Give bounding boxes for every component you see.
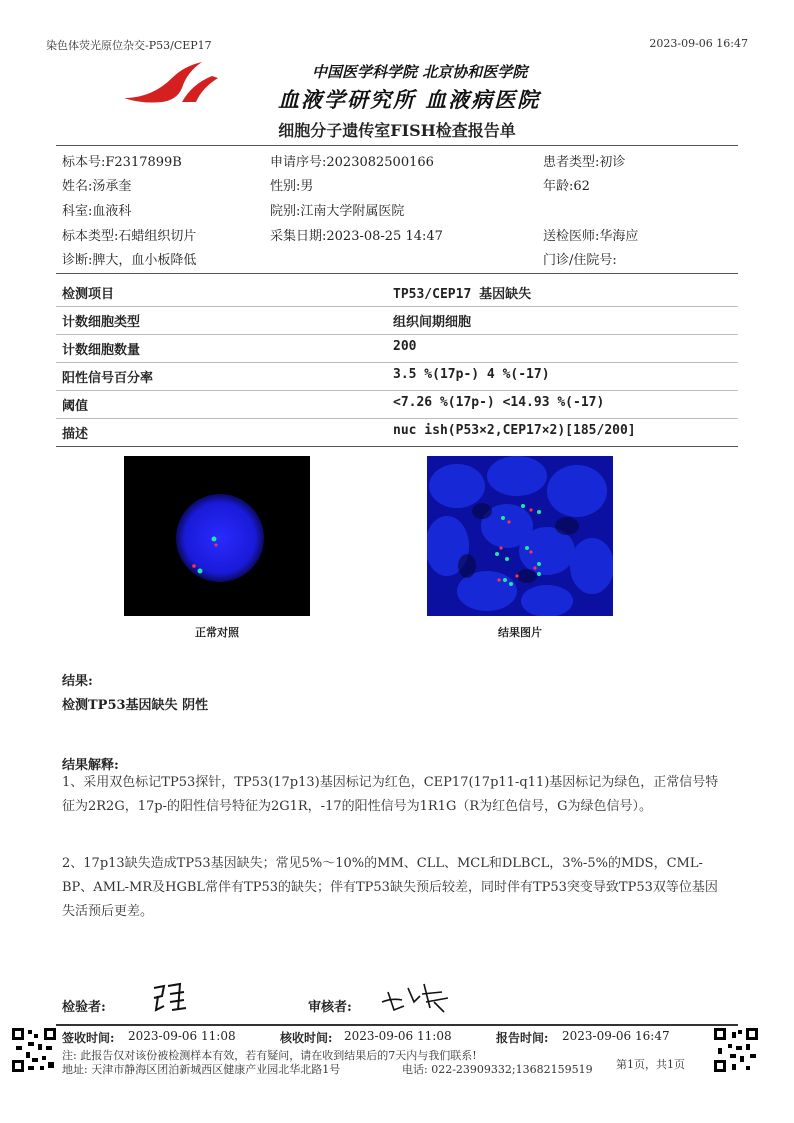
table-row [62, 363, 742, 389]
diagnosis: 诊断:脾大，血小板降低 [62, 253, 197, 268]
patient-age: 年龄:62 [543, 179, 590, 194]
row-key: 描述 [62, 427, 89, 442]
specimen-type: 标本类型:石蜡组织切片 [62, 229, 197, 244]
row-value: 200 [393, 339, 417, 354]
interpretation-p2: 2、17p13缺失造成TP53基因缺失；常见5%～10%的MM、CLL、MCL和DLBCL，3%-5%的MDS，CML-BP、AML-MR及HGBL常伴有TP53的缺失；伴有TP53缺失预后较差，同时伴有TP53突变导致TP53双等位基因失活预后更差。 [62, 856, 718, 919]
row-value: nuc ish(P53×2,CEP17×2)[185/200] [393, 423, 636, 438]
row-value: 组织间期细胞 [393, 315, 472, 330]
title-divider [56, 145, 738, 146]
logo-line2: 血液学研究所 血液病医院 [278, 87, 541, 112]
collect-date: 采集日期:2023-08-25 14:47 [270, 229, 443, 244]
row-value: TP53/CEP17 基因缺失 [393, 287, 532, 302]
qr-code-right-icon [714, 1028, 758, 1072]
conclusion-title: 结果: [62, 674, 93, 689]
footer-divider [56, 1024, 738, 1026]
report-time: 2023-09-06 16:47 [562, 1029, 670, 1043]
logo-mark-icon [122, 58, 222, 104]
reviewer-label: 审核者: [308, 1000, 352, 1015]
print-time: 2023-09-06 16:47 [649, 37, 748, 50]
specimen-no: 标本号:F2317899B [62, 155, 182, 170]
conclusion-text: 检测TP53基因缺失 阴性 [62, 698, 209, 713]
info-divider [56, 273, 738, 274]
clinic-no: 门诊/住院号: [543, 253, 617, 268]
result-image [427, 456, 613, 616]
request-no: 申请序号:2023082500166 [270, 155, 434, 170]
row-key: 计数细胞类型 [62, 315, 141, 330]
patient-type: 患者类型:初诊 [543, 155, 626, 170]
footer-phone: 电话: 022-23909332;13682159519 [402, 1063, 593, 1076]
result-caption: 结果图片 [498, 626, 542, 639]
footer-note: 注: 此报告仅对该份被检测样本有效，若有疑问，请在收到结果后的7天内与我们联系! [62, 1049, 477, 1062]
sign-time: 2023-09-06 11:08 [128, 1029, 236, 1043]
patient-name: 姓名:汤承奎 [62, 179, 132, 194]
table-divider [56, 446, 738, 447]
logo-line1: 中国医学科学院 北京协和医学院 [312, 63, 528, 81]
patient-sex: 性别:男 [270, 179, 314, 194]
check-time-label: 核收时间: [280, 1031, 333, 1045]
row-key: 计数细胞数量 [62, 343, 141, 358]
interpretation-p1: 1、采用双色标记TP53探针，TP53(17p13)基因标记为红色，CEP17(17p11-q11)基因标记为绿色，正常信号特征为2R2G，17p-的阳性信号特征为2G1R，-17的阳性信号为1R1G（R为红色信号，G为绿色信号）。 [62, 775, 719, 814]
row-value: <7.26 %(17p-) <14.93 %(-17) [393, 395, 605, 410]
footer-address: 地址: 天津市静海区团泊新城西区健康产业园北华北路1号 [62, 1063, 341, 1076]
row-key: 阈值 [62, 399, 89, 414]
table-row [62, 335, 742, 361]
page-number: 第1页，共1页 [616, 1058, 685, 1071]
table-row [62, 279, 742, 305]
department: 科室:血液科 [62, 204, 132, 219]
row-key: 检测项目 [62, 287, 115, 302]
table-row [62, 391, 742, 417]
referring-doctor: 送检医师:华海应 [543, 229, 639, 244]
examiner-signature [150, 980, 190, 1016]
report-category: 染色体荧光原位杂交-P53/CEP17 [46, 39, 212, 52]
table-row [62, 419, 742, 445]
check-time: 2023-09-06 11:08 [344, 1029, 452, 1043]
interpretation-title: 结果解释: [62, 758, 119, 773]
qr-code-left-icon [12, 1028, 56, 1072]
table-row [62, 307, 742, 333]
sign-time-label: 签收时间: [62, 1031, 115, 1045]
row-value: 3.5 %(17p-) 4 %(-17) [393, 367, 550, 382]
normal-control-image [124, 456, 310, 616]
reviewer-signature [378, 978, 454, 1016]
normal-caption: 正常对照 [195, 626, 239, 639]
examiner-label: 检验者: [62, 1000, 106, 1015]
report-time-label: 报告时间: [496, 1031, 549, 1045]
row-key: 阳性信号百分率 [62, 371, 154, 386]
hospital: 院别:江南大学附属医院 [270, 204, 405, 219]
hospital-logo [122, 58, 222, 104]
report-title: 细胞分子遗传室FISH检查报告单 [278, 121, 516, 140]
